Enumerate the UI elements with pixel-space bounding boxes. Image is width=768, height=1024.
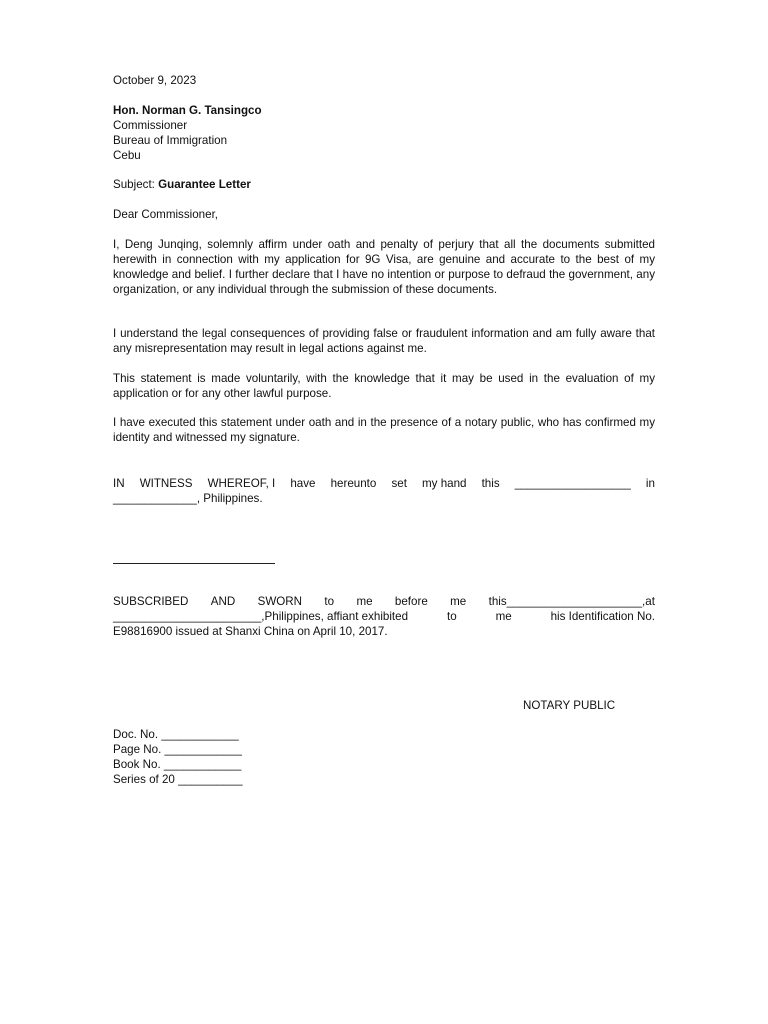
notary-public-label: NOTARY PUBLIC — [523, 699, 616, 712]
witness-line-1: IN WITNESS WHEREOF, I have hereunto set my hand this __________________ in — [113, 477, 655, 490]
body-paragraph-3: This statement is made voluntarily, with the knowledge that it may be used in the evaluation of my application or for any other lawful purpose. — [113, 372, 655, 400]
recipient-name: Hon. Norman G. Tansingco — [113, 104, 262, 117]
jurat-line-2: _______________________,Philippines, affiant exhibited to me his Identification No. — [113, 610, 655, 623]
jurat-line-3: E98816900 issued at Shanxi China on April 10, 2017. — [113, 625, 388, 638]
recipient-city: Cebu — [113, 149, 141, 162]
subject-line — [113, 177, 655, 192]
subject-label: Subject: — [113, 178, 159, 191]
recipient-office: Bureau of Immigration — [113, 134, 228, 147]
salutation: Dear Commissioner, — [113, 208, 219, 221]
series-no: Series of 20 __________ — [113, 773, 243, 786]
body-paragraph-1: I, Deng Junqing, solemnly affirm under oath and penalty of perjury that all the documents submitted herewith in connection with my application for 9G Visa, are genuine and accurate to the best of my knowledge and belief. I further declare that I have no intention or purpose to defraud the government, any organization, or any individual through the submission of these documents. — [113, 238, 655, 296]
witness-clause — [113, 476, 655, 506]
jurat-clause — [113, 594, 655, 639]
body-paragraph-2: I understand the legal consequences of providing false or fraudulent information and am fully aware that any misrepresentation may result in legal actions against me. — [113, 327, 655, 355]
recipient-address — [113, 103, 655, 163]
doc-no: Doc. No. ____________ — [113, 728, 239, 741]
recipient-title: Commissioner — [113, 119, 188, 132]
witness-line-2: _____________, Philippines. — [113, 492, 263, 505]
subject-text: Guarantee Letter — [158, 178, 251, 191]
book-no: Book No. ____________ — [113, 758, 242, 771]
notarial-record — [113, 727, 655, 787]
body-paragraph-4: I have executed this statement under oath and in the presence of a notary public, who has confirmed my identity and witnessed my signature. — [113, 416, 655, 444]
page-no: Page No. ____________ — [113, 743, 242, 756]
jurat-line-1: SUBSCRIBED AND SWORN to me before me this_____________________,at — [113, 595, 655, 608]
letter-date: October 9, 2023 — [113, 74, 197, 87]
signature-line — [113, 563, 275, 564]
